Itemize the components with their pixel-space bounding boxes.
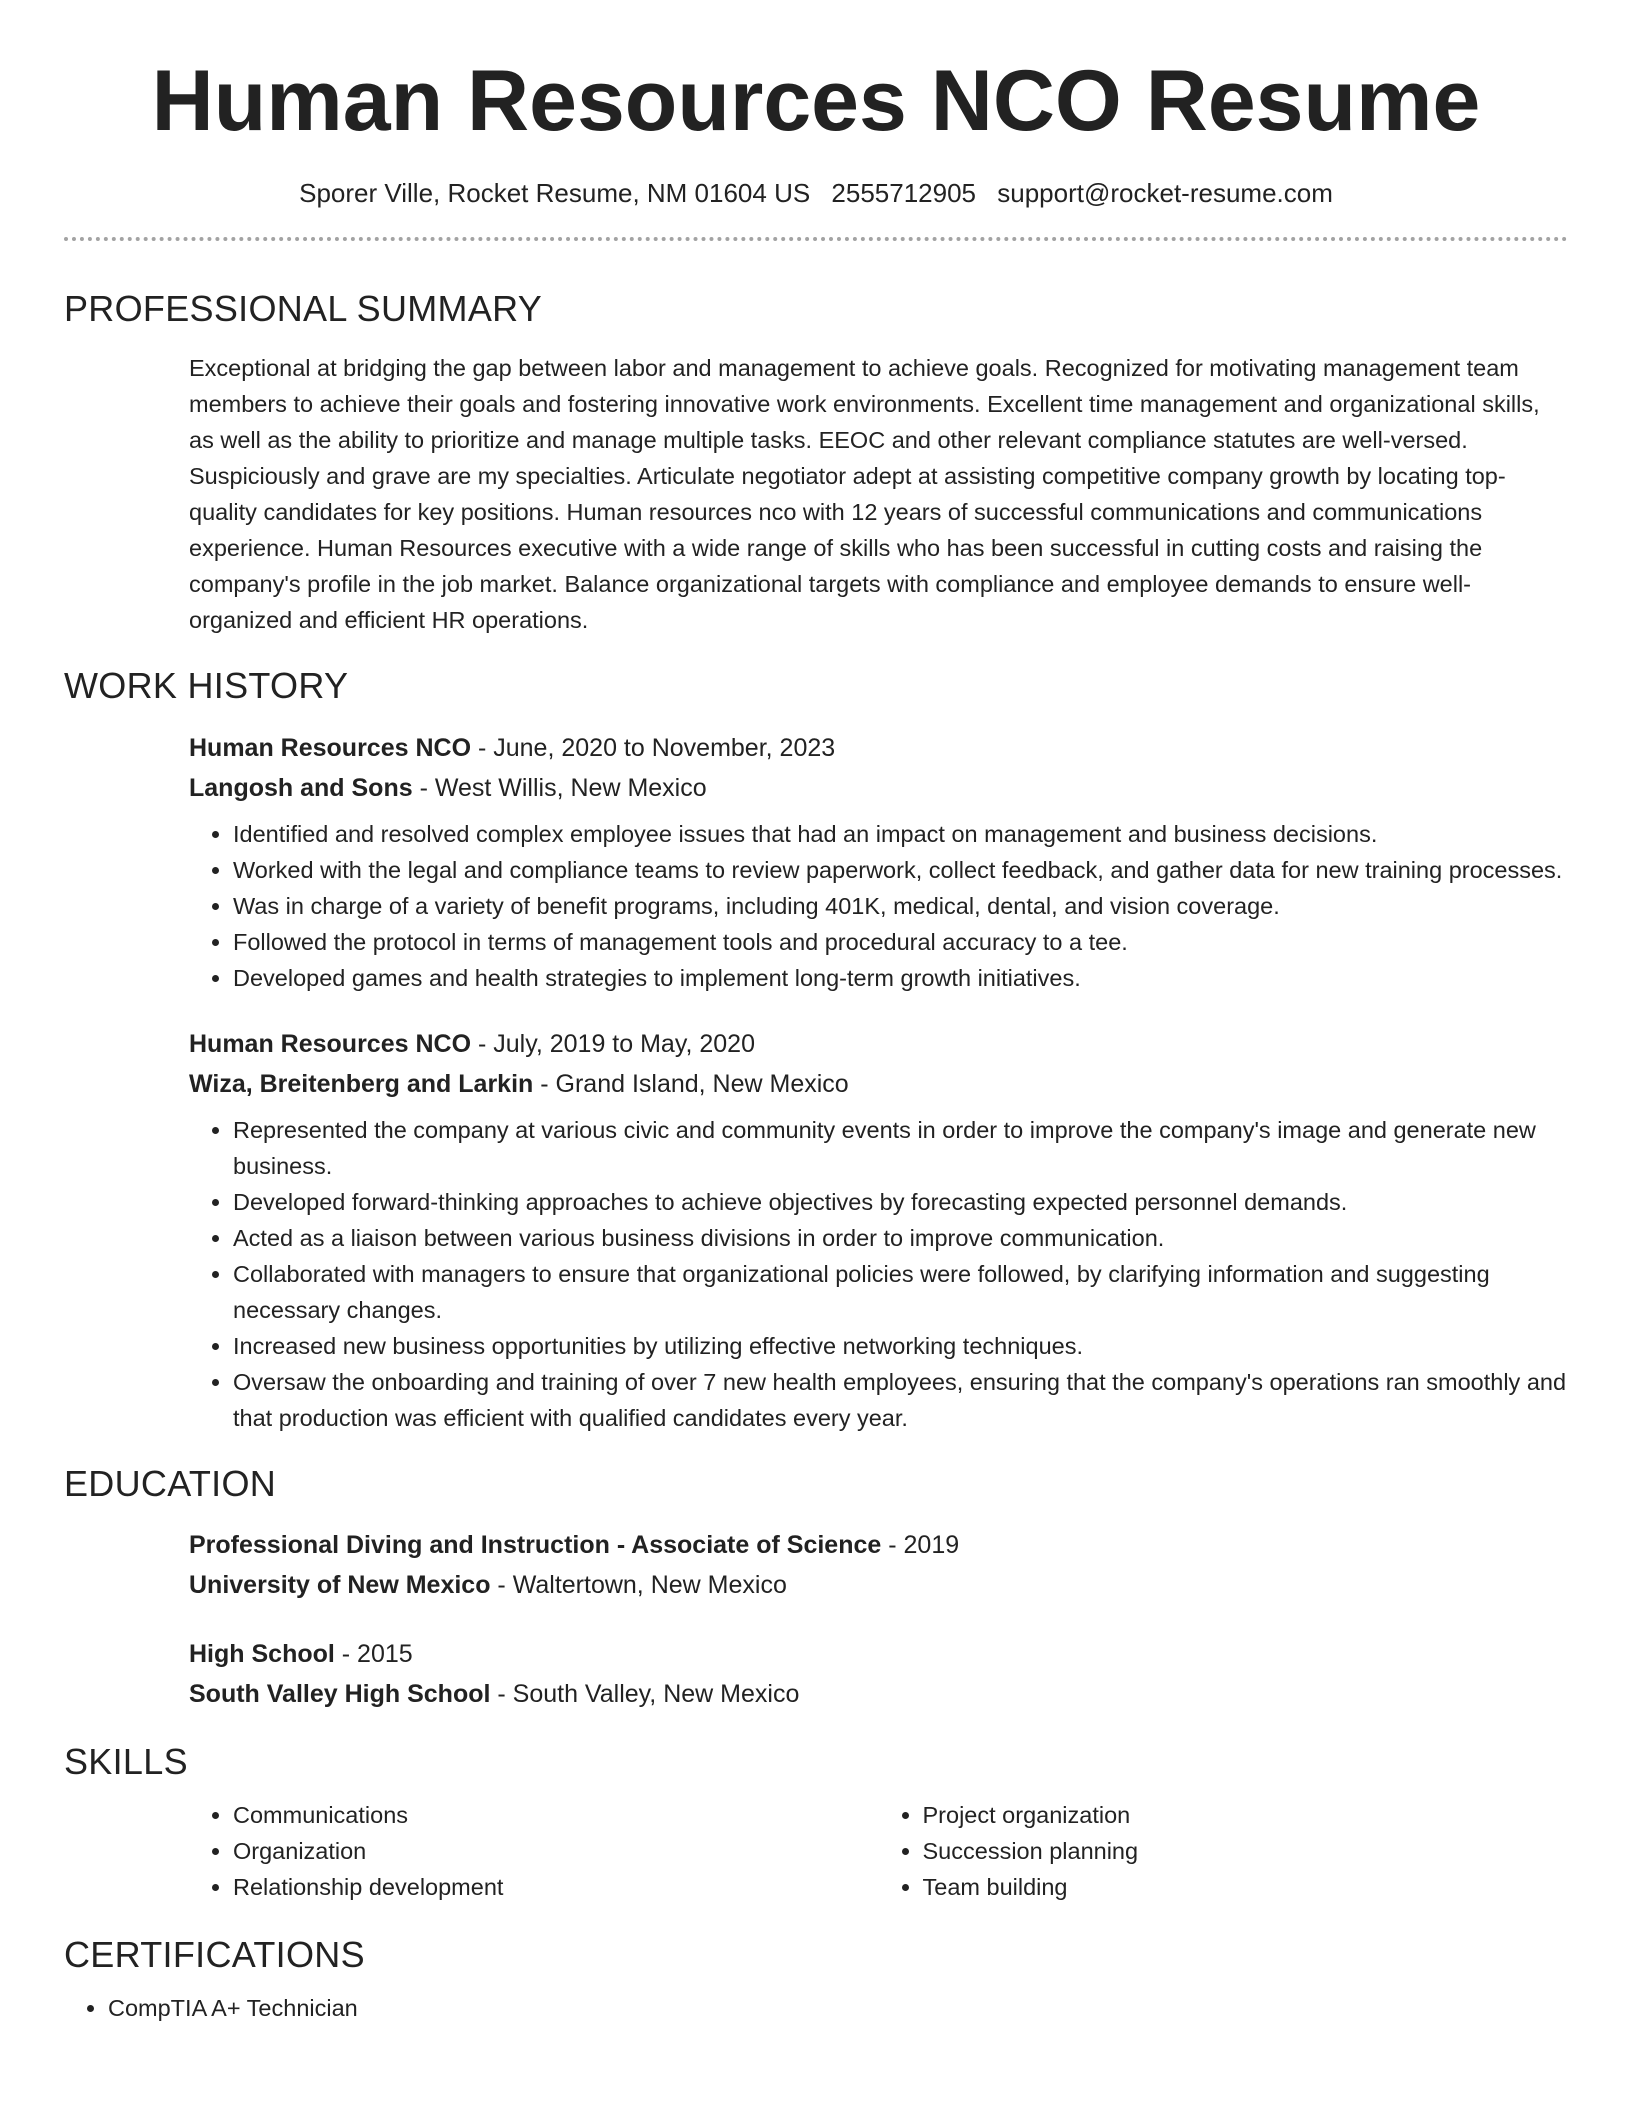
education-school: South Valley High School bbox=[189, 1679, 491, 1708]
job-company: Langosh and Sons bbox=[189, 773, 413, 802]
summary-text: Exceptional at bridging the gap between labor and management to achieve goals. Recognized for motivating management team members to achieve their goals and fostering innovative work environments. Excellent time management and organizational skills, as well as the ability to prioritize and manage multiple tasks. EEOC and other relevant compliance statutes are well-versed. Suspiciously and grave are my specialties. Articulate negotiator adept at assisting competitive company growth by locating top-quality candidates for key positions. Human resources nco with 12 years of successful communications and communications experience. Human Resources executive with a wide range of skills who has been successful in cutting costs and raising the company's profile in the job market. Balance organizational targets with compliance and employee demands to ensure well-organized and efficient HR operations. bbox=[189, 355, 1540, 634]
job-dates: - June, 2020 to November, 2023 bbox=[471, 733, 836, 762]
education-entry bbox=[189, 1525, 1568, 1605]
work-history-heading: WORK HISTORY bbox=[64, 665, 349, 707]
certifications-heading: CERTIFICATIONS bbox=[64, 1933, 365, 1975]
job-role: Human Resources NCO bbox=[189, 733, 472, 762]
education-school-line bbox=[189, 1674, 1568, 1714]
skills-list-left bbox=[189, 1797, 879, 1905]
resume-title: Human Resources NCO Resume bbox=[151, 53, 1481, 149]
job-bullet: • Oversaw the onboarding and training of over 7 new health employees, ensuring that the company's operations ran smoothly and that production was efficient with qualified candidates every year. bbox=[233, 1364, 1568, 1436]
job-entry bbox=[189, 1024, 1568, 1436]
skill-item: • Organization bbox=[233, 1833, 879, 1869]
job-company-line bbox=[189, 1064, 1568, 1104]
job-bullet: • Developed forward-thinking approaches to achieve objectives by forecasting expected personnel demands. bbox=[233, 1184, 1568, 1220]
education-year: - 2019 bbox=[881, 1530, 960, 1559]
certifications-list bbox=[64, 1990, 1568, 2026]
job-bullet: • Followed the protocol in terms of management tools and procedural accuracy to a tee. bbox=[233, 924, 1568, 960]
skills-list-right bbox=[879, 1797, 1569, 1905]
contact-address: Sporer Ville, Rocket Resume, NM 01604 US bbox=[299, 178, 811, 208]
education-school-line bbox=[189, 1565, 1568, 1605]
job-title-line bbox=[189, 728, 1568, 768]
education-location: - South Valley, New Mexico bbox=[490, 1679, 800, 1708]
education-degree: High School bbox=[189, 1639, 335, 1668]
education-entry bbox=[189, 1634, 1568, 1714]
education-degree: Professional Diving and Instruction - Associate of Science bbox=[189, 1530, 882, 1559]
contact-line bbox=[64, 178, 1568, 209]
education-section bbox=[64, 1462, 1568, 1714]
job-title-line bbox=[189, 1024, 1568, 1064]
job-bullet: • Worked with the legal and compliance teams to review paperwork, collect feedback, and gather data for new training processes. bbox=[233, 852, 1568, 888]
certification-item: • CompTIA A+ Technician bbox=[108, 1990, 1568, 2026]
skill-item: • Communications bbox=[233, 1797, 879, 1833]
job-bullet: • Acted as a liaison between various business divisions in order to improve communication. bbox=[233, 1220, 1568, 1256]
education-location: - Waltertown, New Mexico bbox=[490, 1570, 787, 1599]
skills-grid bbox=[189, 1797, 1568, 1905]
education-degree-line bbox=[189, 1525, 1568, 1565]
summary-heading: PROFESSIONAL SUMMARY bbox=[64, 288, 543, 330]
job-dates: - July, 2019 to May, 2020 bbox=[471, 1029, 755, 1058]
skill-item: • Project organization bbox=[923, 1797, 1569, 1833]
job-bullet: • Identified and resolved complex employee issues that had an impact on management and business decisions. bbox=[233, 816, 1568, 852]
job-bullet: • Collaborated with managers to ensure that organizational policies were followed, by clarifying information and suggesting necessary changes. bbox=[233, 1256, 1568, 1328]
job-bullet: • Represented the company at various civic and community events in order to improve the company's image and generate new business. bbox=[233, 1112, 1568, 1184]
skill-item: • Relationship development bbox=[233, 1869, 879, 1905]
skills-section bbox=[64, 1740, 1568, 1905]
job-role: Human Resources NCO bbox=[189, 1029, 472, 1058]
summary-section bbox=[64, 287, 1568, 638]
education-heading: EDUCATION bbox=[64, 1462, 277, 1504]
certifications-section bbox=[64, 1933, 1568, 2026]
job-bullet: • Developed games and health strategies to implement long-term growth initiatives. bbox=[233, 960, 1568, 996]
skills-heading: SKILLS bbox=[64, 1740, 188, 1782]
work-history-section bbox=[64, 664, 1568, 1435]
job-bullet: • Increased new business opportunities by utilizing effective networking techniques. bbox=[233, 1328, 1568, 1364]
education-year: - 2015 bbox=[334, 1639, 413, 1668]
education-degree-line bbox=[189, 1634, 1568, 1674]
job-bullets bbox=[189, 1112, 1568, 1436]
skill-item: • Team building bbox=[923, 1869, 1569, 1905]
job-bullet: • Was in charge of a variety of benefit programs, including 401K, medical, dental, and vision coverage. bbox=[233, 888, 1568, 924]
job-entry bbox=[189, 728, 1568, 996]
resume-page bbox=[64, 0, 1568, 2026]
job-company: Wiza, Breitenberg and Larkin bbox=[189, 1069, 534, 1098]
job-location: - Grand Island, New Mexico bbox=[533, 1069, 849, 1098]
contact-phone: 2555712905 bbox=[831, 178, 977, 208]
skill-item: • Succession planning bbox=[923, 1833, 1569, 1869]
header-divider bbox=[64, 237, 1568, 241]
job-location: - West Willis, New Mexico bbox=[412, 773, 707, 802]
job-bullets bbox=[189, 816, 1568, 996]
contact-email[interactable]: support@rocket-resume.com bbox=[997, 178, 1333, 208]
education-school: University of New Mexico bbox=[189, 1570, 491, 1599]
job-company-line bbox=[189, 768, 1568, 808]
